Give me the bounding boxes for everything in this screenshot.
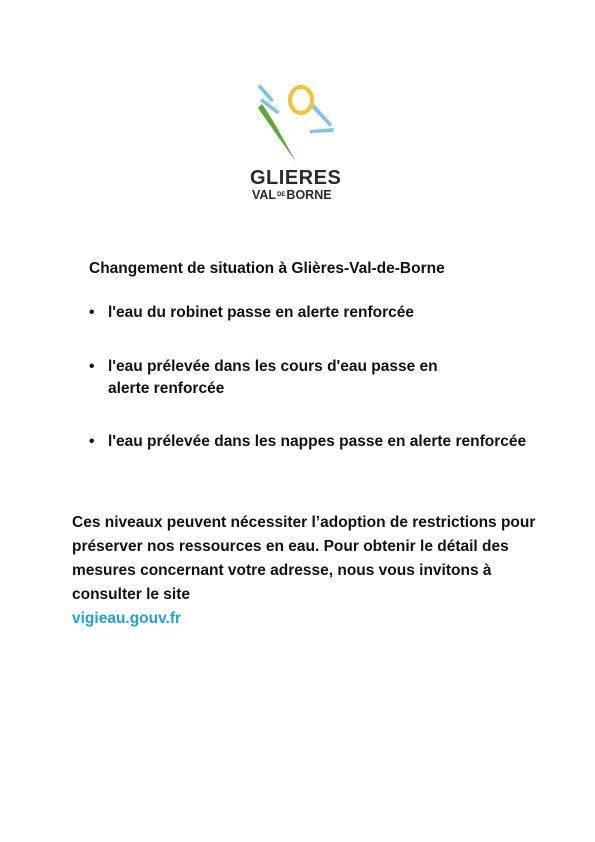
bullet-icon: • bbox=[89, 433, 95, 450]
info-paragraph bbox=[72, 511, 542, 631]
bullet-icon: • bbox=[89, 358, 95, 375]
list-item-text: l'eau du robinet passe en alerte renforcée bbox=[108, 304, 415, 321]
list-item-text: l'eau prélevée dans les nappes passe en alerte renforcée bbox=[108, 433, 527, 450]
vigieau-link[interactable]: vigieau.gouv.fr bbox=[72, 610, 182, 627]
logo-wordmark-bottom: $VAL^{DE}BORNE$ bbox=[252, 188, 332, 202]
glieres-val-de-borne-logo bbox=[244, 78, 354, 208]
list-item-text: l'eau prélevée dans les cours d'eau passe en alerte renforcée bbox=[108, 358, 438, 397]
page-heading: Changement de situation à Glières-Val-de-Borne bbox=[89, 260, 445, 277]
bullet-icon: • bbox=[89, 304, 95, 321]
list-item bbox=[89, 302, 529, 324]
logo-emblem-icon bbox=[244, 78, 354, 168]
alert-list bbox=[89, 302, 529, 453]
info-paragraph-text: Ces niveaux peuvent nécessiter l’adoption de restrictions pour préserver nos ressources en eau. Pour obtenir le détail des mesures concernant votre adresse, nous vous invitons à consulter le site bbox=[72, 514, 536, 603]
list-item bbox=[89, 431, 529, 453]
logo-wordmark-top: GLIERES bbox=[250, 167, 342, 189]
list-item bbox=[89, 356, 529, 400]
